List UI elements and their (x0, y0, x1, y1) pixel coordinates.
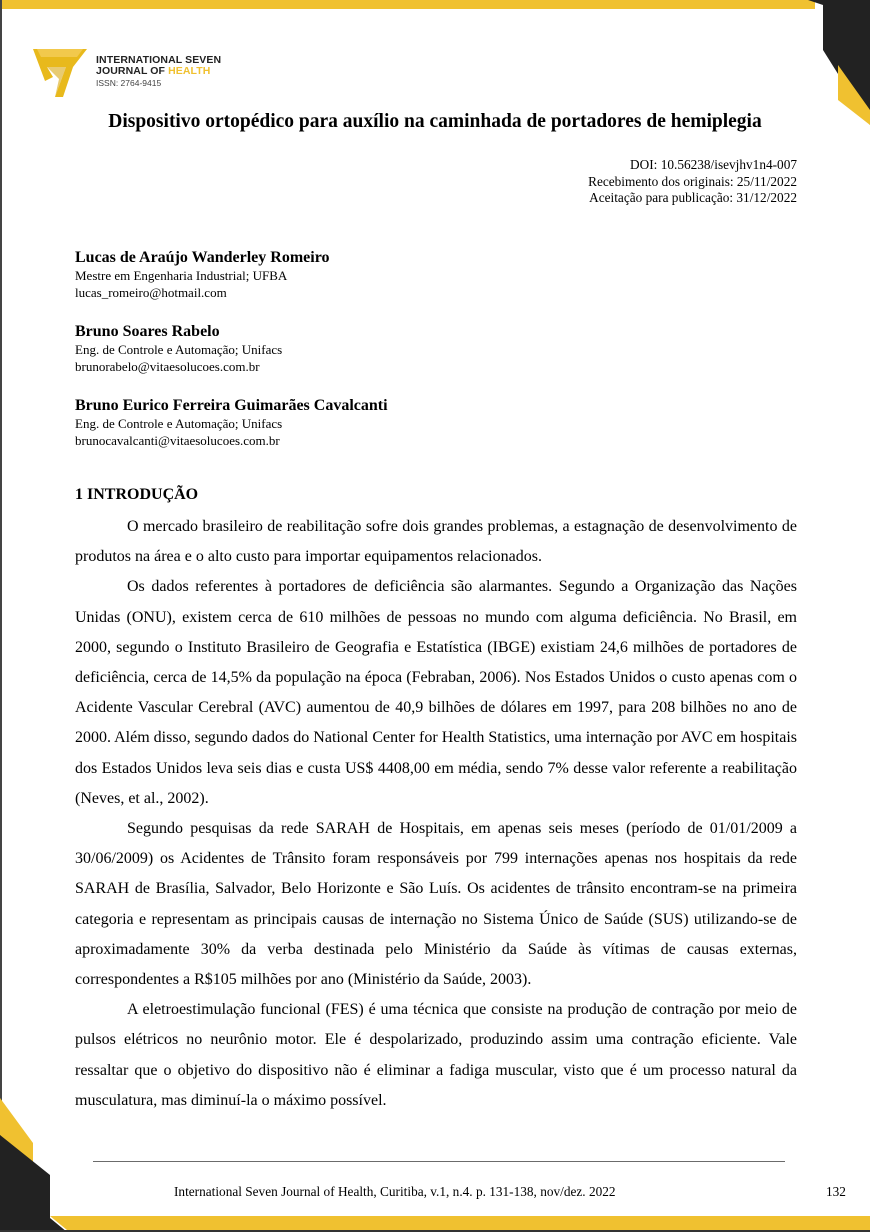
footer-divider (93, 1161, 785, 1162)
paragraph: Segundo pesquisas da rede SARAH de Hospitais, em apenas seis meses (período de 01/01/2009 a 30/06/2009) os Acidentes de Trânsito foram responsáveis por 799 internações apenas nos hospitais da rede SARAH de Brasília, Salvador, Belo Horizonte e São Luís. Os acidentes de trânsito encontram-se na primeira categoria e representam as principais causas de internação no Sistema Único de Saúde (SUS) utilizando-se de aproximadamente 30% da verba destinada pelo Ministério da Saúde às vítimas de causas externas, correspondentes a R$105 milhões por ano (Ministério da Saúde, 2003). (75, 820, 797, 989)
author-block (75, 248, 330, 301)
author-name: Lucas de Araújo Wanderley Romeiro (75, 249, 330, 266)
author-affiliation: Mestre em Engenharia Industrial; UFBA (75, 268, 288, 283)
journal-name-highlight: HEALTH (168, 65, 211, 77)
paragraph: A eletroestimulação funcional (FES) é uma técnica que consiste na produção de contração por meio de pulsos elétricos no neurônio motor. Ele é despolarizado, produzindo assim uma contração eficiente. Vale ressaltar que o objetivo do dispositivo não é eliminar a fadiga muscular, visto que é um processo natural da musculatura, mas diminuí-la o máximo possível. (75, 1001, 797, 1109)
section-body (75, 512, 797, 1116)
bottom-left-dark-shape (0, 1135, 67, 1232)
author-block (75, 322, 282, 375)
author-affiliation: Eng. de Controle e Automação; Unifacs (75, 416, 283, 431)
journal-issn: ISSN: 2764-9415 (96, 78, 162, 88)
author-name: Bruno Eurico Ferreira Guimarães Cavalcanti (75, 397, 388, 414)
author-email: lucas_romeiro@hotmail.com (75, 285, 227, 300)
author-email: brunorabelo@vitaesolucoes.com.br (75, 359, 260, 374)
author-block (75, 396, 388, 449)
page-number: 132 (826, 1184, 846, 1199)
accepted-date: Aceitação para publicação: 31/12/2022 (589, 190, 797, 205)
journal-brand (96, 55, 221, 88)
author-email: brunocavalcanti@vitaesolucoes.com.br (75, 433, 280, 448)
journal-name-prefix: JOURNAL OF (96, 65, 169, 77)
article-title: Dispositivo ortopédico para auxílio na caminhada de portadores de hemiplegia (108, 111, 762, 132)
left-edge-line (0, 0, 2, 1232)
section-heading: 1 INTRODUÇÃO (75, 486, 199, 503)
seven-triangle-logo-icon (33, 43, 87, 97)
paragraph: Os dados referentes à portadores de deficiência são alarmantes. Segundo a Organização das Nações Unidas (ONU), existem cerca de 610 milhões de pessoas no mundo com alguma deficiência. No Brasil, em 2000, segundo o Instituto Brasileiro de Geografia e Estatística (IBGE) existiam 24,6 milhões de portadores de deficiência, cerca de 14,5% da população na época (Febraban, 2006). Nos Estados Unidos o custo apenas com o Acidente Vascular Cerebral (AVC) aumentou de 40,9 bilhões de dólares em 1997, para 208 bilhões no ano de 2000. Além disso, segundo dados do National Center for Health Statistics, uma internação por AVC em hospitais dos Estados Unidos leva seis dias e custa US$ 4408,00 em média, sendo 7% desse valor referente a reabilitação (Neves, et al., 2002). (75, 578, 797, 807)
author-name: Bruno Soares Rabelo (75, 323, 220, 340)
top-right-dark-shape (808, 0, 870, 125)
paragraph: O mercado brasileiro de reabilitação sofre dois grandes problemas, a estagnação de desenvolvimento de produtos na área e o alto custo para importar equipamentos relacionados. (75, 518, 797, 566)
article-doi: DOI: 10.56238/isevjhv1n4-007 (630, 157, 797, 172)
article-metadata (588, 157, 797, 207)
bottom-left-yellow-shape (0, 1098, 33, 1170)
journal-name-line2 (96, 66, 221, 77)
author-affiliation: Eng. de Controle e Automação; Unifacs (75, 342, 283, 357)
received-date: Recebimento dos originais: 25/11/2022 (588, 173, 797, 189)
footer-citation: International Seven Journal of Health, Curitiba, v.1, n.4. p. 131-138, nov/dez. 2022 (174, 1184, 616, 1199)
bottom-yellow-band (50, 1216, 870, 1230)
journal-name-line1: INTERNATIONAL SEVEN (96, 54, 222, 66)
top-yellow-band (0, 0, 815, 9)
